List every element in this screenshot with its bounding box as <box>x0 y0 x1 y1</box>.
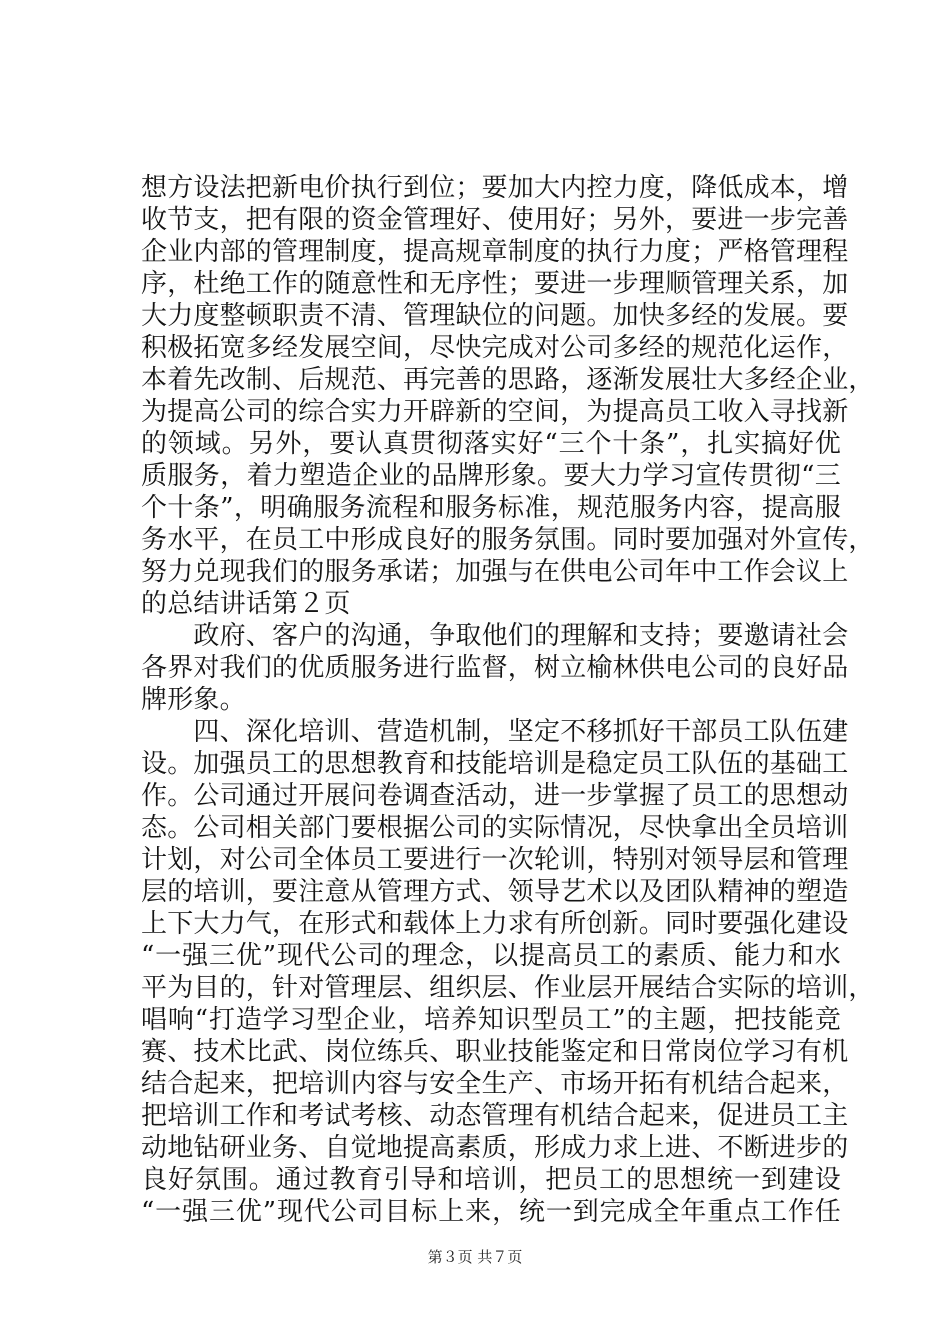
text-line: 的总结讲话第２页 <box>141 589 351 619</box>
text-line: 良好氛围。通过教育引导和培训，把员工的思想统一到建设 <box>141 1165 841 1195</box>
text-line: 牌形象。 <box>141 685 246 715</box>
text-line: 作。公司通过开展问卷调查活动，进一步掌握了员工的思想动 <box>141 781 849 811</box>
text-line: 各界对我们的优质服务进行监督，树立榆林供电公司的良好品 <box>141 653 849 683</box>
text-line: 序，杜绝工作的随意性和无序性；要进一步理顺管理关系，加 <box>141 269 849 299</box>
text-line: 把培训工作和考试考核、动态管理有机结合起来，促进员工主 <box>141 1101 849 1131</box>
text-line: 的领域。另外，要认真贯彻落实好“三个十条”，扎实搞好优 <box>141 429 841 459</box>
text-line: “一强三优”现代公司的理念，以提高员工的素质、能力和水 <box>141 941 841 971</box>
text-line: 层的培训，要注意从管理方式、领导艺术以及团队精神的塑造 <box>141 877 849 907</box>
text-line: 为提高公司的综合实力开辟新的空间，为提高员工收入寻找新 <box>141 397 849 427</box>
text-line: 企业内部的管理制度，提高规章制度的执行力度；严格管理程 <box>141 237 849 267</box>
text-line: 结合起来，把培训内容与安全生产、市场开拓有机结合起来， <box>141 1069 849 1099</box>
text-line: 四、深化培训、营造机制，坚定不移抓好干部员工队伍建 <box>141 717 849 747</box>
text-line: 赛、技术比武、岗位练兵、职业技能鉴定和日常岗位学习有机 <box>141 1037 849 1067</box>
text-line: 收节支，把有限的资金管理好、使用好；另外，要进一步完善 <box>141 205 849 235</box>
text-line: “一强三优”现代公司目标上来，统一到完成全年重点工作任 <box>141 1197 841 1227</box>
text-line: 积极拓宽多经发展空间，尽快完成对公司多经的规范化运作， <box>141 333 849 363</box>
text-line: 唱响“打造学习型企业，培养知识型员工”的主题，把技能竞 <box>141 1005 841 1035</box>
text-line: 计划，对公司全体员工要进行一次轮训，特别对领导层和管理 <box>141 845 849 875</box>
text-line: 努力兑现我们的服务承诺；加强与在供电公司年中工作会议上 <box>141 557 849 587</box>
page-footer: 第３页 共７页 <box>427 1248 523 1266</box>
text-line: 政府、客户的沟通，争取他们的理解和支持；要邀请社会 <box>141 621 849 651</box>
text-line: 务水平，在员工中形成良好的服务氛围。同时要加强对外宣传， <box>141 525 875 555</box>
text-line: 设。加强员工的思想教育和技能培训是稳定员工队伍的基础工 <box>141 749 849 779</box>
text-line: 大力度整顿职责不清、管理缺位的问题。加快多经的发展。要 <box>141 301 849 331</box>
text-line: 质服务，着力塑造企业的品牌形象。要大力学习宣传贯彻“三 <box>141 461 841 491</box>
text-line: 想方设法把新电价执行到位；要加大内控力度，降低成本，增 <box>141 173 849 203</box>
text-line: 本着先改制、后规范、再完善的思路，逐渐发展壮大多经企业， <box>141 365 875 395</box>
text-line: 动地钻研业务、自觉地提高素质，形成力求上进、不断进步的 <box>141 1133 849 1163</box>
text-line: 上下大力气，在形式和载体上力求有所创新。同时要强化建设 <box>141 909 849 939</box>
text-line: 态。公司相关部门要根据公司的实际情况，尽快拿出全员培训 <box>141 813 849 843</box>
document-body <box>141 172 875 1228</box>
text-line: 个十条”，明确服务流程和服务标准，规范服务内容，提高服 <box>141 493 841 523</box>
text-line: 平为目的，针对管理层、组织层、作业层开展结合实际的培训， <box>141 973 875 1003</box>
